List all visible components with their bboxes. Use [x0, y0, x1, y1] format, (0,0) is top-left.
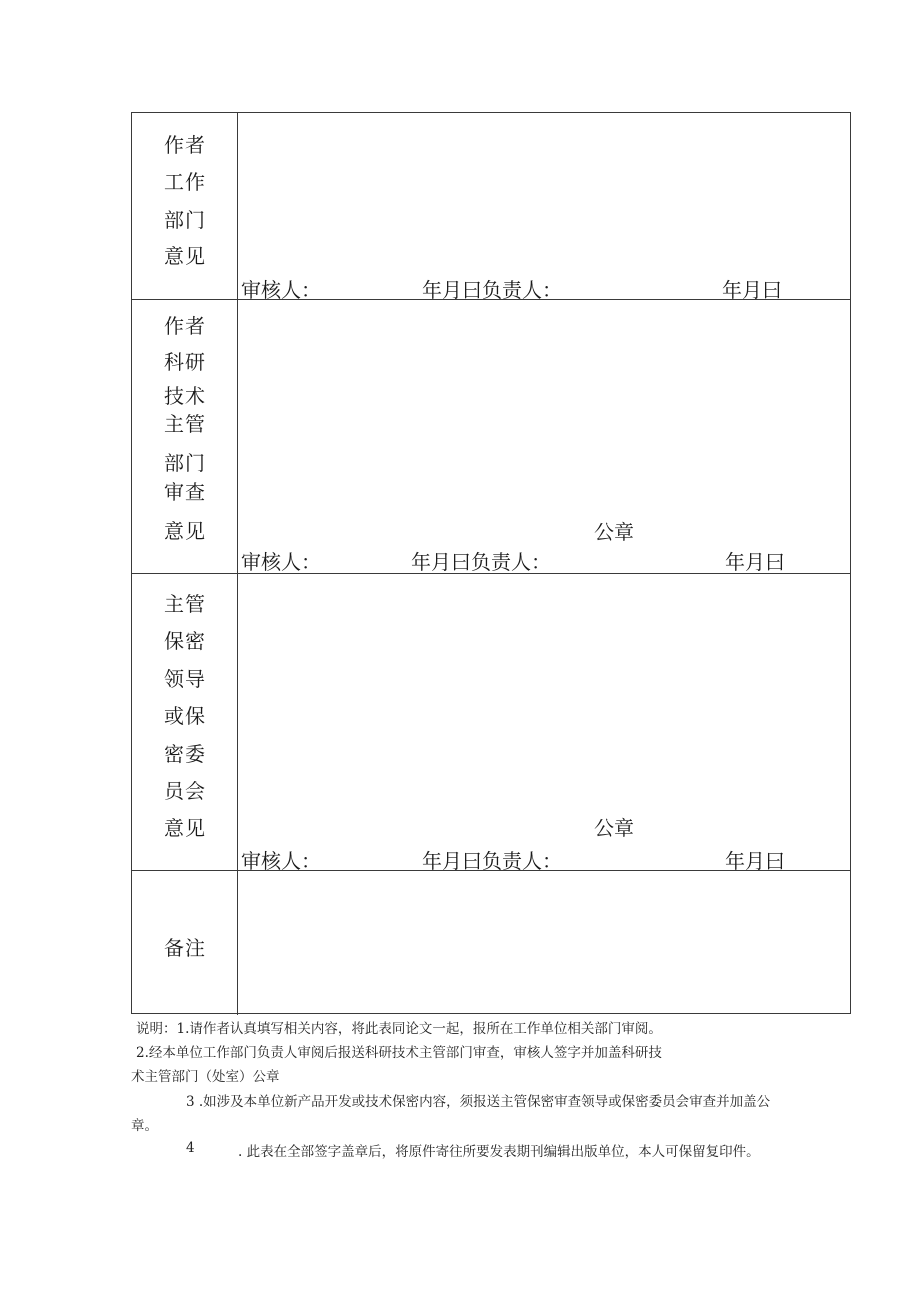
- label-line: 领导: [164, 667, 206, 691]
- label-line: 技术: [164, 384, 206, 408]
- note-line-2: 2.经本单位工作部门负责人审阅后报送科研技术主管部门审查，审核人签字并加盖科研技: [136, 1045, 662, 1061]
- section-remarks: [132, 871, 850, 1015]
- reviewer-label: 审核人：: [241, 550, 321, 574]
- note-line-6: . 此表在全部签字盖章后，将原件寄往所要发表期刊编辑出版单位，本人可保留复印件。: [238, 1144, 760, 1160]
- label-line: 意见: [164, 816, 206, 840]
- label-cell: [132, 300, 238, 573]
- label-line: 员会: [164, 779, 206, 803]
- opinion-area[interactable]: [238, 574, 850, 873]
- date-label: 年月曰: [725, 849, 785, 873]
- date-label: 年月曰: [722, 278, 782, 302]
- opinion-area[interactable]: [238, 300, 850, 573]
- reviewer-label: 审核人：: [241, 849, 321, 873]
- section-confidentiality: [132, 574, 850, 871]
- note-line-4: 3 .如涉及本单位新产品开发或技术保密内容，须报送主管保密审查领导或保密委员会审查并加盖公: [186, 1094, 771, 1110]
- date-responsible-label: 年月曰负责人：: [422, 278, 562, 302]
- label-cell: [132, 871, 238, 1015]
- section-work-dept: [132, 113, 850, 300]
- official-seal-label: 公章: [594, 816, 634, 840]
- remarks-label: 备注: [164, 936, 206, 960]
- label-line: 作者: [164, 133, 206, 157]
- label-line: 主管: [164, 592, 206, 616]
- approval-form-table: [131, 112, 851, 1014]
- label-line: 或保: [164, 704, 206, 728]
- label-line: 审查: [164, 480, 206, 504]
- label-cell: [132, 113, 238, 299]
- label-line: 部门: [164, 451, 206, 475]
- date-responsible-label: 年月曰负责人：: [411, 550, 551, 574]
- note-line-3: 术主管部门（处室）公章: [131, 1069, 280, 1085]
- label-line: 意见: [164, 244, 206, 268]
- label-cell: [132, 574, 238, 870]
- label-line: 保密: [164, 629, 206, 653]
- note-line-6-number: 4: [186, 1140, 195, 1156]
- reviewer-label: 审核人：: [241, 278, 321, 302]
- date-label: 年月曰: [725, 550, 785, 574]
- label-line: 密委: [164, 742, 206, 766]
- note-line-1: 说明：1.请作者认真填写相关内容，将此表同论文一起，报所在工作单位相关部门审阅。: [136, 1021, 662, 1037]
- remarks-area[interactable]: [238, 871, 850, 1015]
- label-line: 主管: [164, 412, 206, 436]
- label-line: 部门: [164, 208, 206, 232]
- section-research-dept: [132, 300, 850, 574]
- opinion-area[interactable]: [238, 113, 850, 302]
- note-line-5: 章。: [131, 1118, 158, 1134]
- label-line: 意见: [164, 519, 206, 543]
- official-seal-label: 公章: [594, 520, 634, 544]
- label-line: 作者: [164, 314, 206, 338]
- label-line: 工作: [164, 170, 206, 194]
- date-responsible-label: 年月曰负责人：: [422, 849, 562, 873]
- label-line: 科研: [164, 350, 206, 374]
